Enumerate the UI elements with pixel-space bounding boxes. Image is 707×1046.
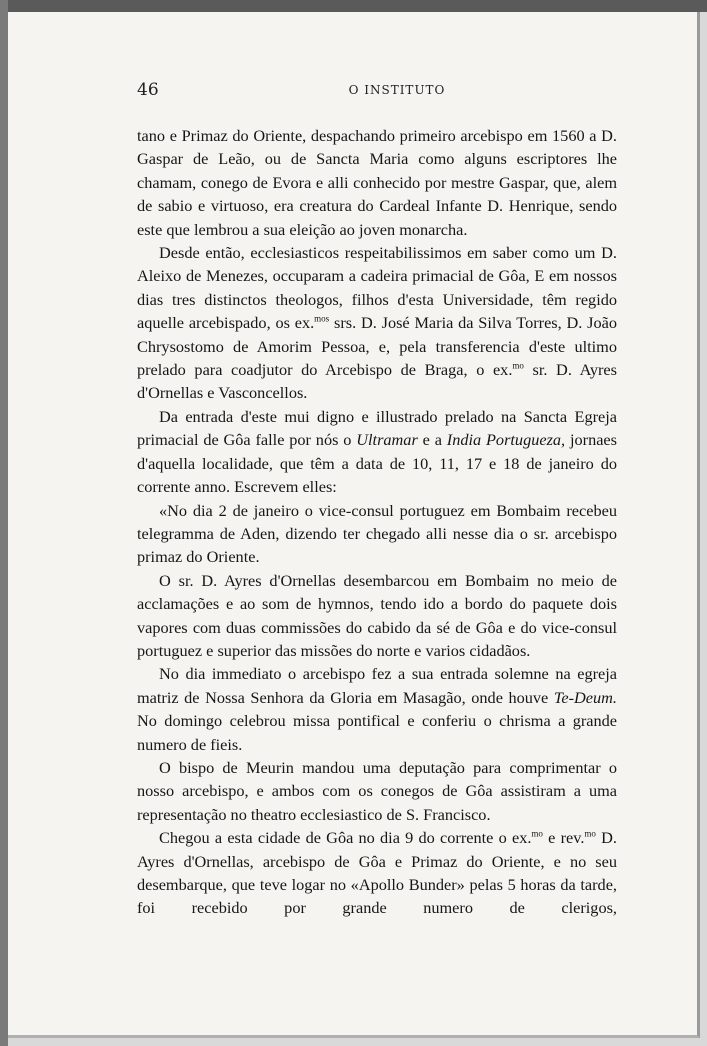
paragraph: tano e Primaz do Oriente, despachando primeiro arcebispo em 1560 a D. Gaspar de Leão, ou de Sancta Maria como alguns escriptores lhe chamam, conego de Evora e alli conhecido por mestre Gaspar, que, alem de sabio e virtuoso, era creatura do Cardeal Infante D. Henrique, sendo este que lembrou a sua eleição ao joven monarcha. — [137, 126, 617, 239]
superscript-abbrev: mo — [512, 360, 524, 371]
paragraph: No dia immediato o arcebispo fez a sua entrada solemne na egreja matriz de Nossa Senhora da Gloria em Masagão, onde houve Te-Deum. No domingo celebrou missa pontifical e conferiu o chrisma a grande numero de fieis. — [137, 664, 617, 754]
paragraph: Desde então, ecclesiasticos respeitabilissimos em saber como um D. Aleixo de Menezes, occuparam a cadeira primacial de Gôa, E em nossos dias tres distinctos theologos, filhos d'esta Universidade, têm regido aquelle arcebispado, os ex.$^{mos}$ srs. D. José Maria da Silva Torres, D. João Chrysostomo de Amorim Pessoa, e, pela transferencia d'este ultimo prelado para coadjutor do Arcebispo de Braga, o ex.$^{mo}$ sr. D. Ayres d'Ornellas e Vasconcellos. — [137, 243, 617, 403]
italic-title: Ultramar — [356, 430, 418, 450]
paragraph: Da entrada d'este mui digno e illustrado prelado na Sancta Egreja primacial de Gôa falle por nós o Ultramar e a India Portugueza, jornaes d'aquella localidade, que têm a data de 10, 11, 17 e 18 de janeiro do corrente anno. Escrevem elles: — [137, 406, 617, 497]
paragraph: O sr. D. Ayres d'Ornellas desembarcou em Bombaim no meio de acclamações e ao som de hymnos, tendo ido a bordo do paquete dois vapores com duas commissões do cabido da sé de Gôa e do vice-consul portuguez e superior das missões do norte e varios cidadãos. — [137, 570, 617, 660]
paragraph: Chegou a esta cidade de Gôa no dia 9 do corrente o ex.$^{mo}$ e rev.$^{mo}$ D. Ayres d'Ornellas, arcebispo de Gôa e Primaz do Oriente, e no seu desembarque, que teve logar no «Apollo Bunder» pelas 5 horas da tarde, foi recebido por grande numero de clerigos, — [137, 828, 617, 918]
italic-title: Te-Deum. — [553, 687, 617, 707]
page-number: 46 — [137, 80, 159, 100]
scan-left-edge — [0, 0, 8, 1046]
paragraph: O bispo de Meurin mandou uma deputação para comprimentar o nosso arcebispo, e ambos com os conegos de Gôa assistiram a uma representação no theatro ecclesiastico de S. Francisco. — [137, 757, 617, 824]
running-head: O INSTITUTO — [348, 83, 446, 97]
paragraph: «No dia 2 de janeiro o vice-consul portuguez em Bombaim recebeu telegramma de Aden, dizendo ter chegado alli nesse dia o sr. arcebispo primaz do Oriente. — [137, 500, 617, 567]
body-text — [137, 124, 617, 920]
italic-title: India Portugueza, — [446, 430, 566, 450]
page-header — [137, 80, 617, 104]
superscript-abbrev: mo — [584, 828, 596, 839]
superscript-abbrev: mos — [314, 313, 330, 324]
superscript-abbrev: mo — [531, 828, 543, 839]
scan-top-edge — [0, 0, 707, 12]
